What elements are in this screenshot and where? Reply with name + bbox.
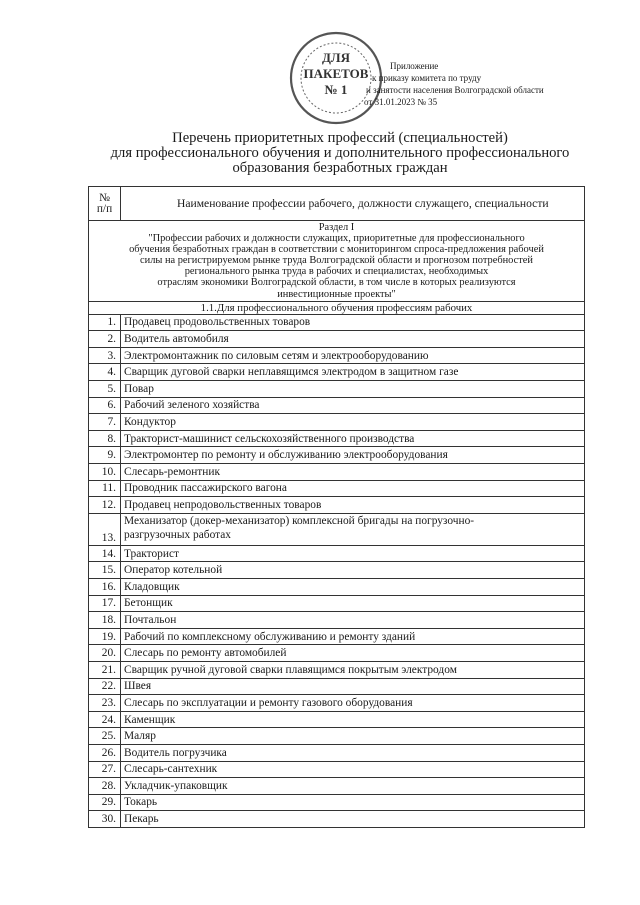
table-row <box>89 545 585 562</box>
row-number: 30. <box>89 811 121 828</box>
document-title <box>70 131 610 176</box>
row-number: 23. <box>89 695 121 712</box>
table-row <box>89 794 585 811</box>
row-number: 1. <box>89 314 121 331</box>
stamp-line-1: ДЛЯ <box>321 50 351 65</box>
row-number: 3. <box>89 347 121 364</box>
row-number: 17. <box>89 595 121 612</box>
row-number: 22. <box>89 678 121 695</box>
table-row <box>89 464 585 481</box>
table-row <box>89 381 585 398</box>
row-profession-name: Электромонтер по ремонту и обслуживанию электрооборудования <box>121 447 585 464</box>
row-profession-name: Укладчик-упаковщик <box>121 778 585 795</box>
row-number: 14. <box>89 545 121 562</box>
table-row <box>89 562 585 579</box>
row-profession-name: Электромонтажник по силовым сетям и электрооборудованию <box>121 347 585 364</box>
row-number: 29. <box>89 794 121 811</box>
table-row <box>89 612 585 629</box>
header-num-line-1: № <box>99 191 110 204</box>
row-number: 18. <box>89 612 121 629</box>
table-row <box>89 678 585 695</box>
table-row <box>89 347 585 364</box>
subsection-row <box>89 301 585 314</box>
table-row <box>89 397 585 414</box>
row-profession-name: Слесарь-сантехник <box>121 761 585 778</box>
table-row <box>89 480 585 497</box>
title-line-3: образования безработных граждан <box>232 160 448 176</box>
row-profession-name: Токарь <box>121 794 585 811</box>
section-line-4: регионального рынка труда в рабочих и специалистах, необходимых <box>184 266 489 278</box>
row-profession-name: Почтальон <box>121 612 585 629</box>
row-profession-name: Бетонщик <box>121 595 585 612</box>
row-number: 20. <box>89 645 121 662</box>
row-profession-name: Водитель погрузчика <box>121 744 585 761</box>
row-profession-name <box>121 513 585 545</box>
row-profession-name: Тракторист-машинист сельскохозяйственного производства <box>121 430 585 447</box>
table-row <box>89 447 585 464</box>
appendix-line-4: от 31.01.2023 № 35 <box>364 97 438 107</box>
table-row <box>89 661 585 678</box>
row-number: 12. <box>89 497 121 514</box>
table-row <box>89 695 585 712</box>
table-row <box>89 497 585 514</box>
row-number: 13. <box>89 513 121 545</box>
subsection-cell: 1.1.Для профессионального обучения профессиям рабочих <box>89 301 585 314</box>
row-number: 10. <box>89 464 121 481</box>
table-row <box>89 744 585 761</box>
table-row <box>89 645 585 662</box>
table-row <box>89 513 585 545</box>
stamp-line-2: ПАКЕТОВ <box>303 66 369 81</box>
header-num-line-2: п/п <box>96 202 113 215</box>
row-number: 15. <box>89 562 121 579</box>
header-name-cell: Наименование профессии рабочего, должности служащего, специальности <box>121 187 585 221</box>
row-number: 27. <box>89 761 121 778</box>
table-row <box>89 778 585 795</box>
table-row <box>89 414 585 431</box>
row-number: 6. <box>89 397 121 414</box>
row-number: 16. <box>89 578 121 595</box>
row-number: 11. <box>89 480 121 497</box>
row-profession-name: Маляр <box>121 728 585 745</box>
row-profession-name: Водитель автомобиля <box>121 331 585 348</box>
section-line-1: "Профессии рабочих и должности служащих, приоритетные для профессионального <box>148 233 525 245</box>
row-name-line-1: Механизатор (докер-механизатор) комплексной бригады на погрузочно- <box>124 514 475 527</box>
row-profession-name: Продавец продовольственных товаров <box>121 314 585 331</box>
table-row <box>89 331 585 348</box>
title-line-2: для профессионального обучения и дополнительного профессионального <box>110 145 570 161</box>
row-number: 9. <box>89 447 121 464</box>
section-line-5: отраслям экономики Волгоградской области, в том числе в которых реализуются <box>157 277 516 289</box>
row-number: 26. <box>89 744 121 761</box>
row-profession-name: Пекарь <box>121 811 585 828</box>
table-row <box>89 430 585 447</box>
table-row <box>89 314 585 331</box>
section-line-3: силы на регистрируемом рынке труда Волгоградской области и прогнозом потребностей <box>140 255 533 267</box>
row-number: 4. <box>89 364 121 381</box>
row-number: 28. <box>89 778 121 795</box>
table-row <box>89 811 585 828</box>
row-number: 19. <box>89 628 121 645</box>
row-profession-name: Продавец непродовольственных товаров <box>121 497 585 514</box>
row-profession-name: Каменщик <box>121 711 585 728</box>
row-profession-name: Рабочий по комплексному обслуживанию и ремонту зданий <box>121 628 585 645</box>
stamp-line-3: № 1 <box>324 82 348 97</box>
row-profession-name: Тракторист <box>121 545 585 562</box>
row-profession-name: Оператор котельной <box>121 562 585 579</box>
row-profession-name: Слесарь-ремонтник <box>121 464 585 481</box>
row-profession-name: Проводник пассажирского вагона <box>121 480 585 497</box>
row-profession-name: Слесарь по ремонту автомобилей <box>121 645 585 662</box>
row-number: 5. <box>89 381 121 398</box>
table-header-row <box>89 187 585 221</box>
row-profession-name: Кондуктор <box>121 414 585 431</box>
row-profession-name: Слесарь по эксплуатации и ремонту газового оборудования <box>121 695 585 712</box>
table-row <box>89 728 585 745</box>
row-profession-name: Кладовщик <box>121 578 585 595</box>
header-num-cell <box>89 187 121 221</box>
section-heading: Раздел I <box>318 222 355 233</box>
table-row <box>89 761 585 778</box>
row-number: 25. <box>89 728 121 745</box>
row-number: 24. <box>89 711 121 728</box>
table-row <box>89 595 585 612</box>
row-number: 21. <box>89 661 121 678</box>
row-number: 2. <box>89 331 121 348</box>
row-profession-name: Сварщик ручной дуговой сварки плавящимся покрытым электродом <box>121 661 585 678</box>
table-row <box>89 578 585 595</box>
table-body <box>89 314 585 827</box>
professions-table <box>88 186 585 828</box>
table-row <box>89 364 585 381</box>
row-name-line-2: разгрузочных работах <box>124 528 231 541</box>
row-number: 8. <box>89 430 121 447</box>
section-row <box>89 221 585 302</box>
row-profession-name: Швея <box>121 678 585 695</box>
row-profession-name: Сварщик дуговой сварки неплавящимся электродом в защитном газе <box>121 364 585 381</box>
row-number: 7. <box>89 414 121 431</box>
row-profession-name: Повар <box>121 381 585 398</box>
row-profession-name: Рабочий зеленого хозяйства <box>121 397 585 414</box>
appendix-block <box>364 60 594 108</box>
appendix-line-1: Приложение <box>390 61 439 71</box>
section-cell <box>89 221 585 302</box>
section-line-6: инвестиционные проекты" <box>277 288 396 300</box>
appendix-line-2: к приказу комитета по труду <box>372 73 482 83</box>
table-row <box>89 711 585 728</box>
table-row <box>89 628 585 645</box>
section-line-2: обучения безработных граждан в соответствии с мониторингом спроса-предложения рабочей <box>129 244 544 256</box>
title-line-1: Перечень приоритетных профессий (специальностей) <box>172 130 508 146</box>
appendix-line-3: и занятости населения Волгоградской области <box>366 85 544 95</box>
